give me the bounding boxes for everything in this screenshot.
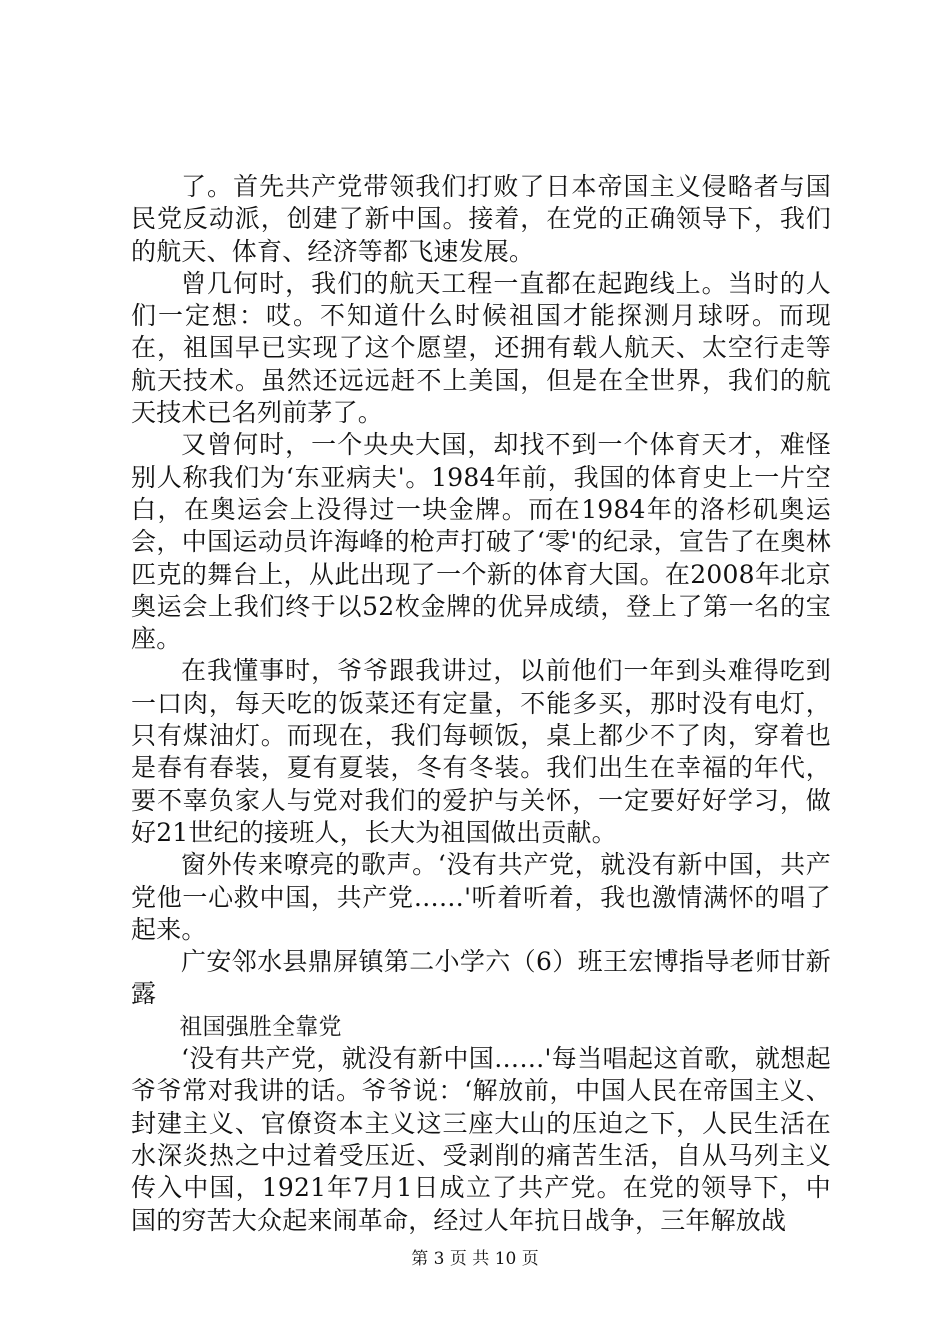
paragraph-essay-opening: ‘没有共产党，就没有新中国……'每当唱起这首歌，就想起爷爷常对我讲的话。爷爷说：‘解放前，中国人民在帝国主义、封建主义、官僚资本主义这三座大山的压迫之下，人民生活在水深炎热之中过着受压近、受剥削的痛苦生活，自从马列主义传入中国，1921年7月1日成立了共产党。在党的领导下，中国的穷苦大众起来闹革命，经过人年抗日战争，三年解放战 bbox=[131, 1044, 831, 1235]
paragraph-grandpa-memories: 在我懂事时，爷爷跟我讲过，以前他们一年到头难得吃到一口肉，每天吃的饭菜还有定量，不能多买，那时没有电灯，只有煤油灯。而现在，我们每顿饭，桌上都少不了肉，穿着也是春有春装，夏有夏装，冬有冬装。我们出生在幸福的年代，要不辜负家人与党对我们的爱护与关怀，一定要好好学习，做好21世纪的接班人，长大为祖国做出贡献。 bbox=[131, 656, 831, 847]
paragraph-sports: 又曾何时，一个央央大国，却找不到一个体育天才，难怪别人称我们为‘东亚病夫'。1984年前，我国的体育史上一片空白，在奥运会上没得过一块金牌。而在1984年的洛杉矶奥运会，中国运动员许海峰的枪声打破了‘零'的纪录，宣告了在奥林匹克的舞台上，从此出现了一个新的体育大国。在2008年北京奥运会上我们终于以52枚金牌的优异成绩，登上了第一名的宝座。 bbox=[131, 430, 831, 654]
page-number: 第 3 页 共 10 页 bbox=[411, 1249, 539, 1269]
document-body bbox=[131, 171, 831, 1237]
author-attribution: 广安邻水县鼎屏镇第二小学六（6）班王宏博指导老师甘新露 bbox=[131, 947, 831, 1009]
paragraph-song: 窗外传来嘹亮的歌声。‘没有共产党，就没有新中国，共产党他一心救中国，共产党……'听着听着，我也激情满怀的唱了起来。 bbox=[131, 850, 831, 944]
page-footer bbox=[0, 1244, 950, 1269]
essay-title: 祖国强胜全靠党 bbox=[179, 1013, 342, 1040]
paragraph-continuation: 了。首先共产党带领我们打败了日本帝国主义侵略者与国民党反动派，创建了新中国。接着，在党的正确领导下，我们的航天、体育、经济等都飞速发展。 bbox=[131, 172, 831, 266]
paragraph-space-program: 曾几何时，我们的航天工程一直都在起跑线上。当时的人们一定想：哎。不知道什么时候祖国才能探测月球呀。而现在，祖国早已实现了这个愿望，还拥有载人航天、太空行走等航天技术。虽然还远远赶不上美国，但是在全世界，我们的航天技术已名列前茅了。 bbox=[131, 268, 831, 428]
